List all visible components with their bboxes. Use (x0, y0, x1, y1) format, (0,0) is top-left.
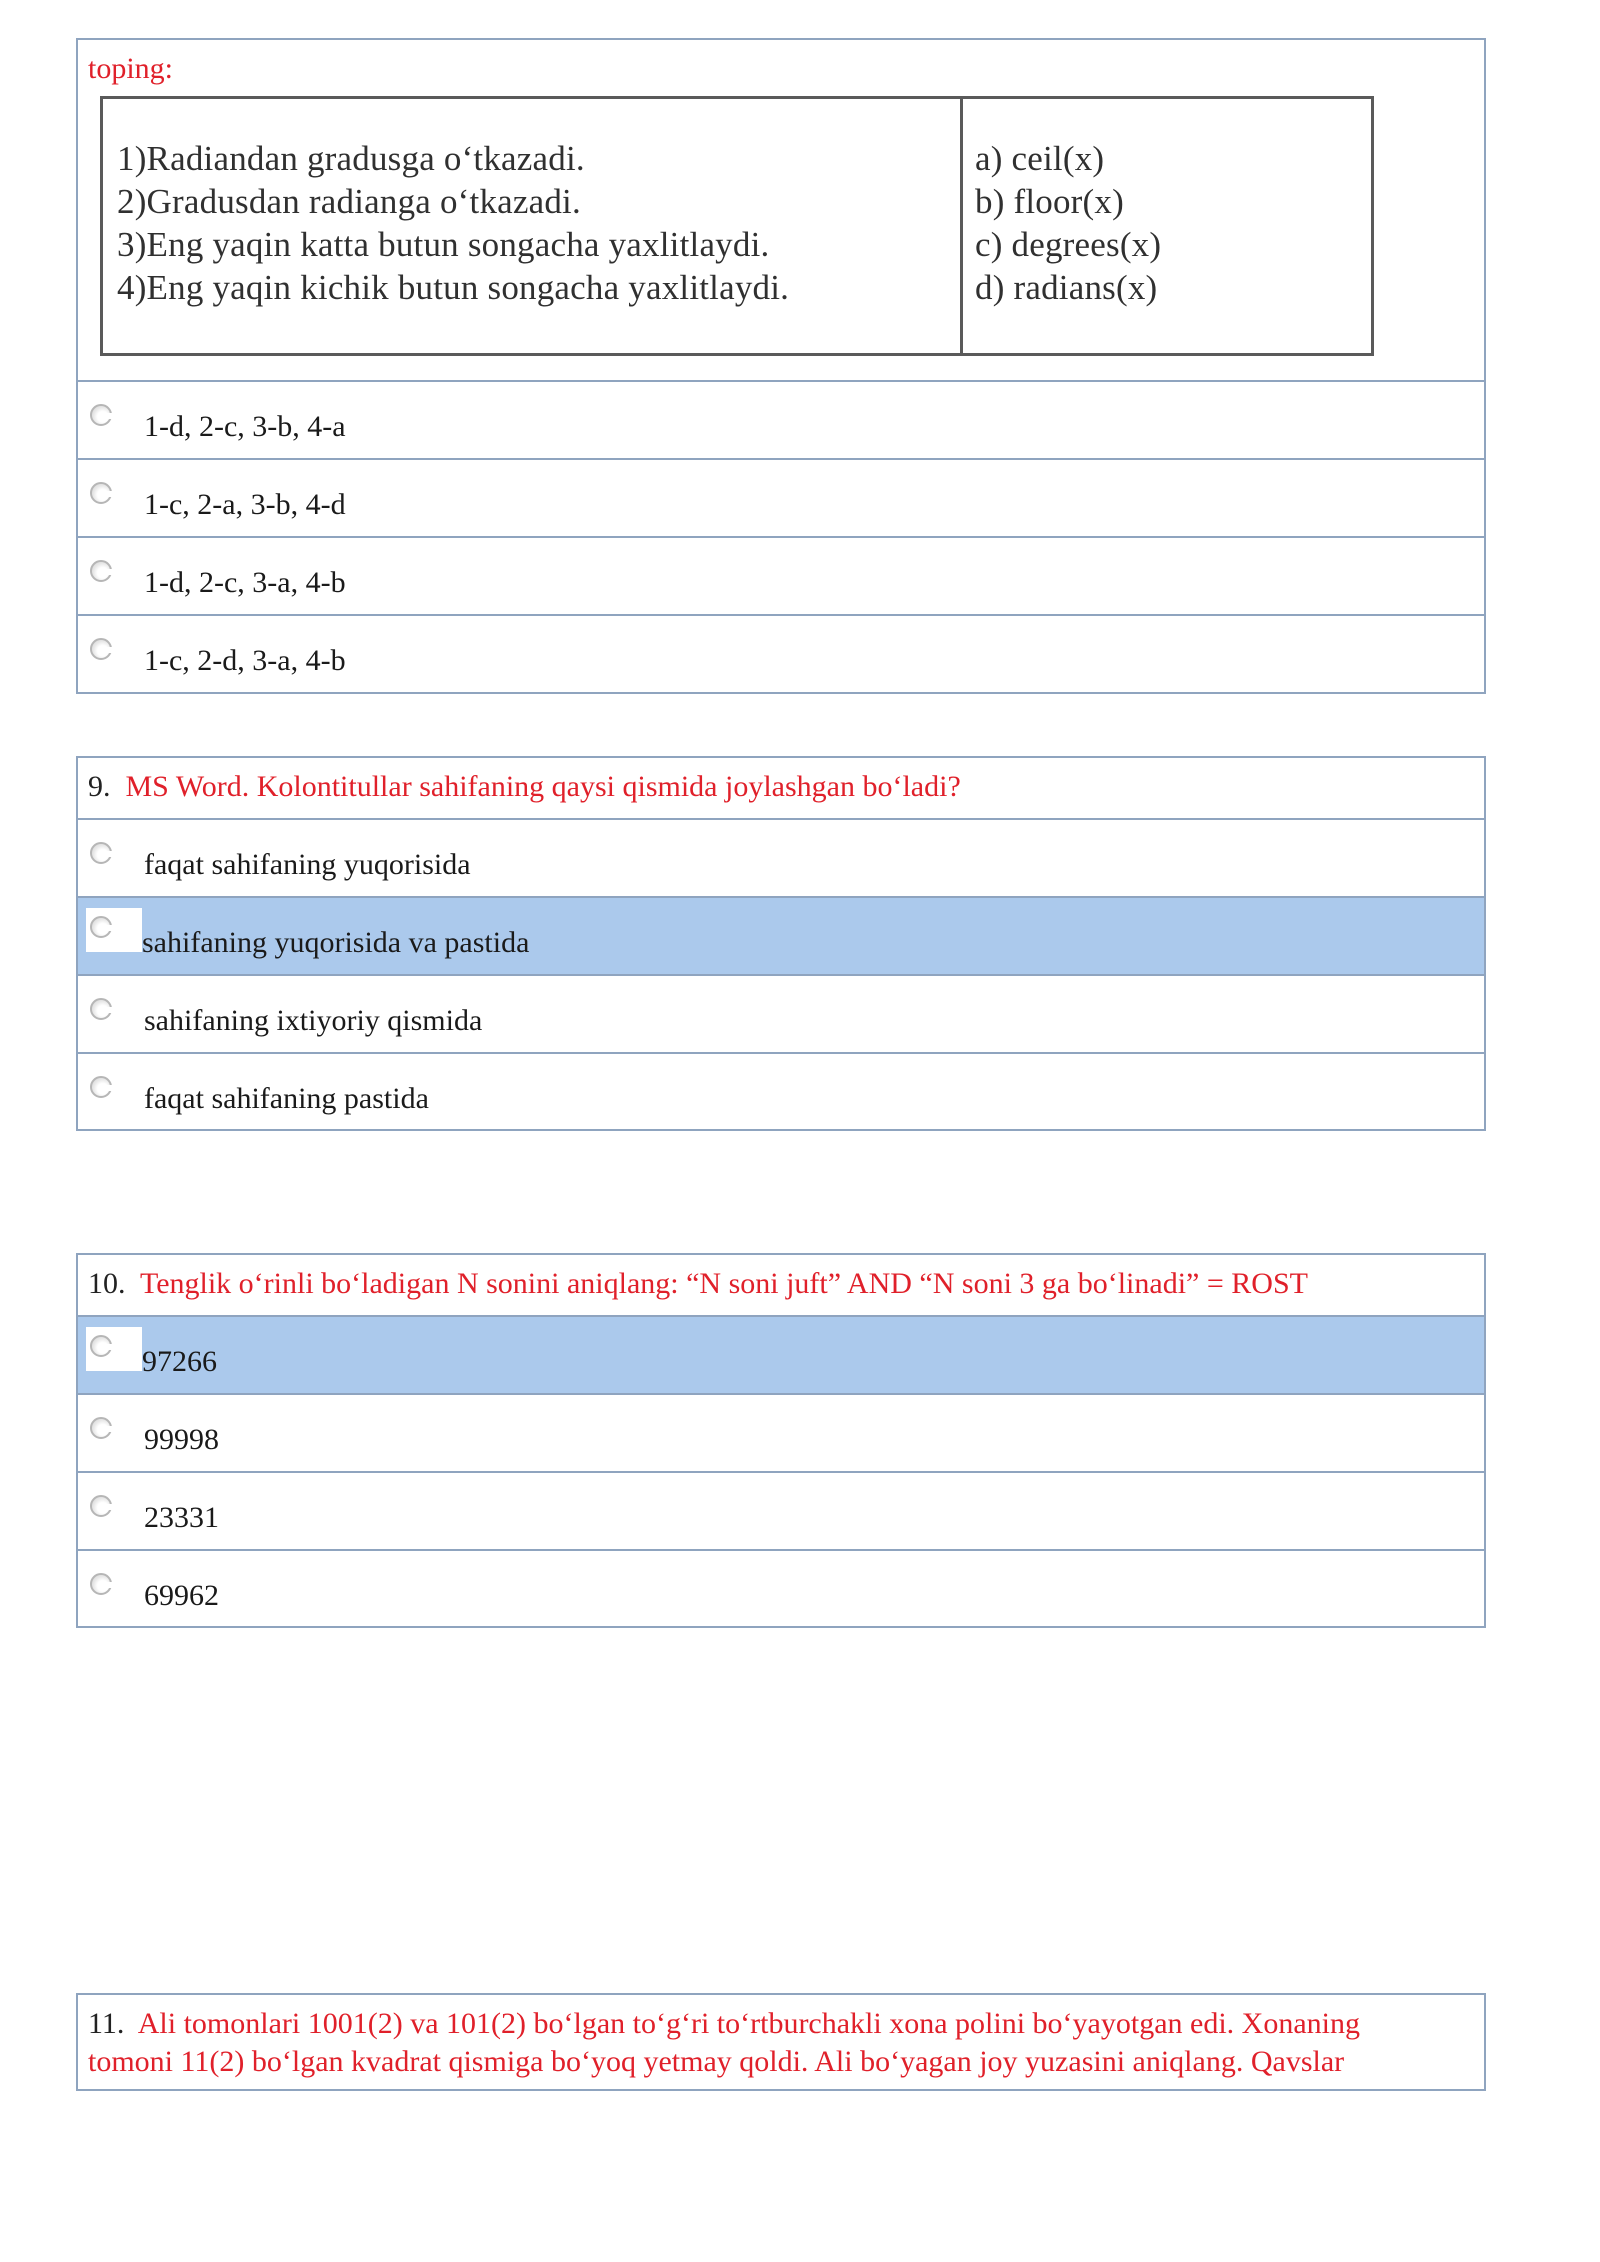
question-text: Ali tomonlari 1001(2) va 101(2) bo‘lgan to‘g‘ri to‘rtburchakli xona polini bo‘yayotgan edi. Xonaning (137, 2007, 1360, 2040)
matching-table (100, 96, 1374, 356)
answer-option-label: faqat sahifaning pastida (144, 1082, 429, 1115)
radio-button-icon[interactable] (90, 404, 112, 426)
question-text-continued: tomoni 11(2) bo‘lgan kvadrat qismiga bo‘yoq yetmay qoldi. Ali bo‘yagan joy yuzasini aniqlang. Qavslar (88, 2045, 1345, 2078)
question-8-block (76, 38, 1486, 694)
answer-option-label: 1-d, 2-c, 3-a, 4-b (144, 566, 346, 599)
matching-left-item: 1)Radiandan gradusga o‘tkazadi. (117, 139, 585, 178)
answer-option-label: 1-c, 2-a, 3-b, 4-d (144, 488, 346, 521)
question-11-header (78, 1995, 1484, 2091)
answer-option-label: faqat sahifaning yuqorisida (144, 848, 471, 881)
question-11-block (76, 1993, 1486, 2091)
answer-option[interactable] (78, 818, 1484, 896)
answer-option[interactable] (78, 614, 1484, 692)
question-number: 10. (88, 1267, 126, 1300)
radio-button-icon[interactable] (90, 998, 112, 1020)
question-number: 11. (88, 2007, 125, 2040)
answer-option-label: 97266 (142, 1345, 217, 1378)
question-text: Tenglik o‘rinli bo‘ladigan N sonini aniqlang: “N soni juft” AND “N soni 3 ga bo‘linadi” = ROST (139, 1267, 1308, 1300)
answer-option[interactable] (78, 1393, 1484, 1471)
radio-button-icon[interactable] (90, 560, 112, 582)
matching-right-column (963, 99, 1371, 353)
radio-button-icon[interactable] (90, 1335, 112, 1357)
question-8-header (78, 40, 1484, 380)
radio-button-icon[interactable] (90, 1417, 112, 1439)
radio-button-icon[interactable] (90, 1573, 112, 1595)
matching-left-column (103, 99, 963, 353)
question-9-block (76, 756, 1486, 1131)
matching-right-item: a) ceil(x) (975, 139, 1105, 178)
answer-option-label: 1-d, 2-c, 3-b, 4-a (144, 410, 346, 443)
radio-button-icon[interactable] (90, 916, 112, 938)
answer-option-label: 1-c, 2-d, 3-a, 4-b (144, 644, 346, 677)
answer-option-selected[interactable] (78, 896, 1484, 974)
answer-option-label: 23331 (144, 1501, 219, 1534)
answer-option[interactable] (78, 974, 1484, 1052)
answer-option[interactable] (78, 1549, 1484, 1627)
question-text: MS Word. Kolontitullar sahifaning qaysi qismida joylashgan bo‘ladi? (125, 770, 961, 803)
answer-option[interactable] (78, 1471, 1484, 1549)
answer-option[interactable] (78, 1052, 1484, 1130)
question-9-header (78, 758, 1484, 818)
answer-option-label: sahifaning yuqorisida va pastida (142, 926, 530, 959)
answer-option-label: 69962 (144, 1579, 219, 1612)
question-number: 9. (88, 770, 111, 803)
matching-right-item: d) radians(x) (975, 268, 1158, 307)
radio-button-icon[interactable] (90, 1076, 112, 1098)
matching-left-item: 3)Eng yaqin katta butun songacha yaxlitlaydi. (117, 225, 770, 264)
radio-button-icon[interactable] (90, 842, 112, 864)
answer-option[interactable] (78, 380, 1484, 458)
matching-left-item: 2)Gradusdan radianga o‘tkazadi. (117, 182, 581, 221)
radio-button-icon[interactable] (90, 482, 112, 504)
question-8-prompt: toping: (88, 52, 174, 85)
question-10-block (76, 1253, 1486, 1628)
question-10-header (78, 1255, 1484, 1315)
matching-right-item: c) degrees(x) (975, 225, 1162, 264)
answer-option-label: 99998 (144, 1423, 219, 1456)
matching-left-item: 4)Eng yaqin kichik butun songacha yaxlitlaydi. (117, 268, 790, 307)
radio-button-icon[interactable] (90, 1495, 112, 1517)
matching-right-item: b) floor(x) (975, 182, 1124, 221)
answer-option[interactable] (78, 458, 1484, 536)
answer-option[interactable] (78, 536, 1484, 614)
answer-option-label: sahifaning ixtiyoriy qismida (144, 1004, 483, 1037)
radio-button-icon[interactable] (90, 638, 112, 660)
answer-option-selected[interactable] (78, 1315, 1484, 1393)
